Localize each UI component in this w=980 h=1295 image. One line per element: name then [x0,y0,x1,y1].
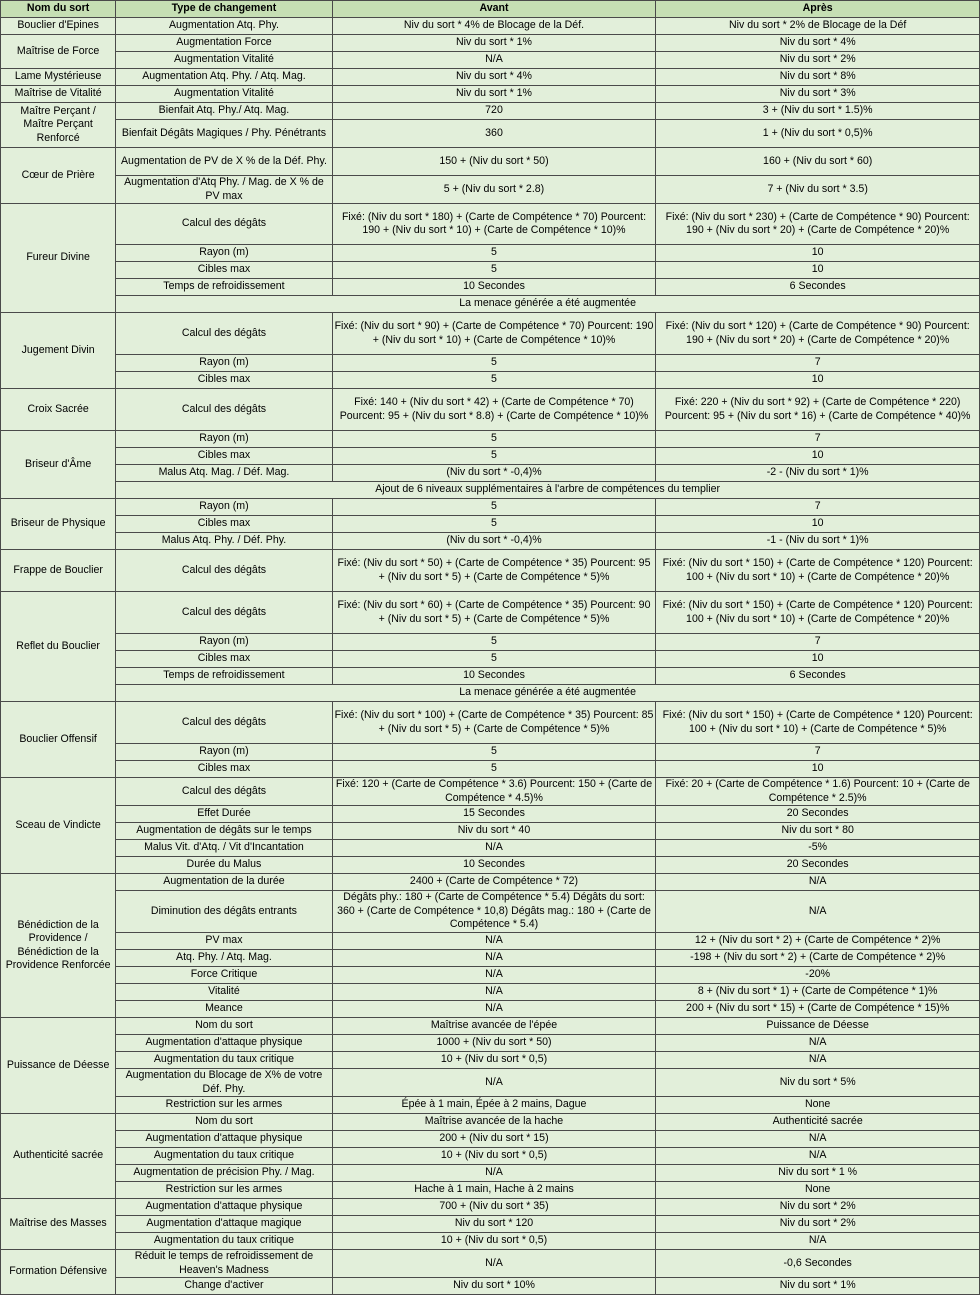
change-type-cell: Augmentation Atq. Phy. / Atq. Mag. [116,69,332,86]
before-value-cell: 720 [332,103,656,120]
after-value-cell: Fixé: (Niv du sort * 150) + (Carte de Compétence * 120) Pourcent: 100 + (Niv du sort * 10) + (Carte de Compétence * 20)% [656,592,980,634]
change-type-cell: Augmentation d'attaque physique [116,1035,332,1052]
table-row [1,744,980,761]
table-row [1,592,980,634]
spell-name-cell: Authenticité sacrée [1,1114,116,1199]
after-value-cell: -20% [656,967,980,984]
change-type-cell: Cibles max [116,448,332,465]
before-value-cell: Niv du sort * 10% [332,1278,656,1295]
change-type-cell: Effet Durée [116,806,332,823]
after-value-cell: -5% [656,840,980,857]
change-type-cell: Rayon (m) [116,634,332,651]
change-type-cell: Augmentation de précision Phy. / Mag. [116,1165,332,1182]
after-value-cell: Niv du sort * 1% [656,1278,980,1295]
change-type-cell: Cibles max [116,761,332,778]
table-row [1,296,980,313]
change-type-cell: Augmentation Atq. Phy. [116,18,332,35]
spell-name-cell: Bénédiction de la Providence / Bénédiction de la Providence Renforcée [1,874,116,1018]
after-value-cell: 6 Secondes [656,668,980,685]
table-row [1,651,980,668]
change-type-cell: Nom du sort [116,1018,332,1035]
change-type-cell: Calcul des dégâts [116,550,332,592]
table-row [1,823,980,840]
table-row [1,1165,980,1182]
table-row [1,245,980,262]
after-value-cell: Fixé: 220 + (Niv du sort * 92) + (Carte de Compétence * 220) Pourcent: 95 + (Niv du sort * 16) + (Carte de Compétence * 40)% [656,389,980,431]
table-row [1,482,980,499]
change-type-cell: Augmentation du Blocage de X% de votre Déf. Phy. [116,1069,332,1097]
after-value-cell: Puissance de Déesse [656,1018,980,1035]
table-row [1,685,980,702]
before-value-cell: 5 [332,262,656,279]
change-type-cell: Calcul des dégâts [116,592,332,634]
change-type-cell: Force Critique [116,967,332,984]
change-type-cell: Augmentation de la durée [116,874,332,891]
change-type-cell: Rayon (m) [116,355,332,372]
after-value-cell: N/A [656,1052,980,1069]
after-value-cell: 3 + (Niv du sort * 1.5)% [656,103,980,120]
after-value-cell: None [656,1182,980,1199]
after-value-cell: 8 + (Niv du sort * 1) + (Carte de Compétence * 1)% [656,984,980,1001]
change-type-cell: Cibles max [116,516,332,533]
after-value-cell: 7 + (Niv du sort * 3.5) [656,176,980,204]
change-type-cell: Calcul des dégâts [116,702,332,744]
note-cell: La menace générée a été augmentée [116,296,980,313]
spell-name-cell: Sceau de Vindicte [1,778,116,874]
after-value-cell: 10 [656,262,980,279]
after-value-cell: Fixé: (Niv du sort * 230) + (Carte de Compétence * 90) Pourcent: 190 + (Niv du sort * 20) + (Carte de Compétence * 20)% [656,204,980,245]
after-value-cell: 7 [656,431,980,448]
before-value-cell: Niv du sort * 120 [332,1216,656,1233]
change-type-cell: Malus Atq. Phy. / Déf. Phy. [116,533,332,550]
change-type-cell: Augmentation d'attaque physique [116,1131,332,1148]
after-value-cell: 20 Secondes [656,857,980,874]
before-value-cell: Niv du sort * 4% [332,69,656,86]
table-row [1,874,980,891]
before-value-cell: 10 + (Niv du sort * 0,5) [332,1052,656,1069]
header-before: Avant [332,1,656,18]
before-value-cell: Niv du sort * 1% [332,35,656,52]
change-type-cell: Bienfait Dégâts Magiques / Phy. Pénétrants [116,120,332,148]
after-value-cell: 7 [656,634,980,651]
change-type-cell: Calcul des dégâts [116,204,332,245]
table-row [1,148,980,176]
after-value-cell: 200 + (Niv du sort * 15) + (Carte de Compétence * 15)% [656,1001,980,1018]
table-row [1,778,980,806]
spell-name-cell: Cœur de Prière [1,148,116,204]
table-row [1,103,980,120]
after-value-cell: Niv du sort * 80 [656,823,980,840]
after-value-cell: None [656,1097,980,1114]
before-value-cell: Niv du sort * 40 [332,823,656,840]
after-value-cell: Fixé: (Niv du sort * 120) + (Carte de Compétence * 90) Pourcent: 190 + (Niv du sort * 20) + (Carte de Compétence * 20)% [656,313,980,355]
after-value-cell: 10 [656,245,980,262]
table-row [1,52,980,69]
table-row [1,950,980,967]
before-value-cell: Fixé: (Niv du sort * 50) + (Carte de Compétence * 35) Pourcent: 95 + (Niv du sort * 5) + (Carte de Compétence * 5)% [332,550,656,592]
change-type-cell: Réduit le temps de refroidissement de Heaven's Madness [116,1250,332,1278]
before-value-cell: 2400 + (Carte de Compétence * 72) [332,874,656,891]
table-row [1,891,980,933]
after-value-cell: Authenticité sacrée [656,1114,980,1131]
table-row [1,389,980,431]
table-row [1,313,980,355]
table-row [1,1097,980,1114]
table-row [1,1131,980,1148]
spell-name-cell: Maîtrise des Masses [1,1199,116,1250]
before-value-cell: (Niv du sort * -0,4)% [332,533,656,550]
table-row [1,1114,980,1131]
after-value-cell: -0,6 Secondes [656,1250,980,1278]
before-value-cell: 5 [332,761,656,778]
before-value-cell: 5 [332,448,656,465]
before-value-cell: Hache à 1 main, Hache à 2 mains [332,1182,656,1199]
after-value-cell: 20 Secondes [656,806,980,823]
after-value-cell: Fixé: (Niv du sort * 150) + (Carte de Compétence * 120) Pourcent: 100 + (Niv du sort * 10) + (Carte de Compétence * 20)% [656,550,980,592]
change-type-cell: Cibles max [116,262,332,279]
table-row [1,933,980,950]
after-value-cell: 7 [656,355,980,372]
change-type-cell: Augmentation de dégâts sur le temps [116,823,332,840]
before-value-cell: N/A [332,933,656,950]
table-row [1,806,980,823]
after-value-cell: Fixé: (Niv du sort * 150) + (Carte de Compétence * 120) Pourcent: 100 + (Niv du sort * 10) + (Carte de Compétence * 5)% [656,702,980,744]
spell-name-cell: Lame Mystérieuse [1,69,116,86]
header-row [1,1,980,18]
table-row [1,176,980,204]
table-row [1,86,980,103]
after-value-cell: Niv du sort * 1 % [656,1165,980,1182]
change-type-cell: Temps de refroidissement [116,668,332,685]
after-value-cell: Niv du sort * 2% [656,1216,980,1233]
table-row [1,516,980,533]
before-value-cell: 15 Secondes [332,806,656,823]
before-value-cell: 5 [332,499,656,516]
table-row [1,1233,980,1250]
before-value-cell: 5 [332,651,656,668]
table-row [1,1001,980,1018]
before-value-cell: Dégâts phy.: 180 + (Carte de Compétence * 5.4) Dégâts du sort: 360 + (Carte de Compétence * 10,8) Dégâts mag.: 180 + (Carte de Compétence * 5.4) [332,891,656,933]
change-type-cell: Augmentation du taux critique [116,1233,332,1250]
table-row [1,533,980,550]
after-value-cell: N/A [656,1131,980,1148]
change-type-cell: Cibles max [116,651,332,668]
table-row [1,69,980,86]
table-row [1,967,980,984]
note-cell: Ajout de 6 niveaux supplémentaires à l'arbre de compétences du templier [116,482,980,499]
after-value-cell: -1 - (Niv du sort * 1)% [656,533,980,550]
change-type-cell: Augmentation du taux critique [116,1148,332,1165]
change-type-cell: Calcul des dégâts [116,389,332,431]
spell-name-cell: Puissance de Déesse [1,1018,116,1114]
change-type-cell: Augmentation Vitalité [116,86,332,103]
after-value-cell: Niv du sort * 4% [656,35,980,52]
before-value-cell: (Niv du sort * -0,4)% [332,465,656,482]
spell-name-cell: Frappe de Bouclier [1,550,116,592]
before-value-cell: 200 + (Niv du sort * 15) [332,1131,656,1148]
table-row [1,1069,980,1097]
table-row [1,702,980,744]
change-type-cell: Augmentation d'attaque magique [116,1216,332,1233]
before-value-cell: N/A [332,52,656,69]
before-value-cell: Maîtrise avancée de la hache [332,1114,656,1131]
table-row [1,262,980,279]
table-row [1,279,980,296]
before-value-cell: N/A [332,967,656,984]
spell-name-cell: Bouclier Offensif [1,702,116,778]
before-value-cell: 5 [332,516,656,533]
after-value-cell: N/A [656,1035,980,1052]
spell-name-cell: Jugement Divin [1,313,116,389]
table-row [1,1148,980,1165]
change-type-cell: Temps de refroidissement [116,279,332,296]
table-row [1,1018,980,1035]
table-row [1,1278,980,1295]
before-value-cell: N/A [332,1165,656,1182]
table-row [1,431,980,448]
change-type-cell: Restriction sur les armes [116,1097,332,1114]
before-value-cell: 10 + (Niv du sort * 0,5) [332,1233,656,1250]
table-row [1,372,980,389]
before-value-cell: 1000 + (Niv du sort * 50) [332,1035,656,1052]
before-value-cell: Épée à 1 main, Épée à 2 mains, Dague [332,1097,656,1114]
before-value-cell: N/A [332,1250,656,1278]
table-row [1,465,980,482]
change-type-cell: Cibles max [116,372,332,389]
before-value-cell: 5 [332,634,656,651]
table-row [1,120,980,148]
table-row [1,355,980,372]
after-value-cell: 10 [656,448,980,465]
table-row [1,668,980,685]
table-row [1,857,980,874]
after-value-cell: 10 [656,516,980,533]
spell-name-cell: Fureur Divine [1,204,116,313]
before-value-cell: 5 + (Niv du sort * 2.8) [332,176,656,204]
table-row [1,1035,980,1052]
after-value-cell: 7 [656,744,980,761]
change-type-cell: PV max [116,933,332,950]
change-type-cell: Malus Atq. Mag. / Déf. Mag. [116,465,332,482]
table-row [1,1052,980,1069]
change-type-cell: Vitalité [116,984,332,1001]
after-value-cell: Niv du sort * 2% [656,1199,980,1216]
change-type-cell: Durée du Malus [116,857,332,874]
before-value-cell: 360 [332,120,656,148]
spell-name-cell: Formation Défensive [1,1250,116,1295]
table-row [1,984,980,1001]
before-value-cell: Fixé: (Niv du sort * 100) + (Carte de Compétence * 35) Pourcent: 85 + (Niv du sort * 5) + (Carte de Compétence * 5)% [332,702,656,744]
after-value-cell: 10 [656,651,980,668]
before-value-cell: 5 [332,355,656,372]
table-row [1,499,980,516]
table-row [1,18,980,35]
spell-name-cell: Bouclier d'Epines [1,18,116,35]
before-value-cell: N/A [332,984,656,1001]
header-after: Après [656,1,980,18]
table-row [1,204,980,245]
before-value-cell: N/A [332,840,656,857]
spell-name-cell: Reflet du Bouclier [1,592,116,702]
table-row [1,1182,980,1199]
after-value-cell: Fixé: 20 + (Carte de Compétence * 1.6) Pourcent: 10 + (Carte de Compétence * 2.5)% [656,778,980,806]
change-type-cell: Bienfait Atq. Phy./ Atq. Mag. [116,103,332,120]
before-value-cell: Maîtrise avancée de l'épée [332,1018,656,1035]
after-value-cell: Niv du sort * 8% [656,69,980,86]
after-value-cell: Niv du sort * 2% de Blocage de la Déf [656,18,980,35]
before-value-cell: N/A [332,1069,656,1097]
after-value-cell: Niv du sort * 5% [656,1069,980,1097]
before-value-cell: Fixé: (Niv du sort * 60) + (Carte de Compétence * 35) Pourcent: 90 + (Niv du sort * 5) + (Carte de Compétence * 5)% [332,592,656,634]
after-value-cell: 10 [656,372,980,389]
after-value-cell: N/A [656,874,980,891]
table-row [1,1216,980,1233]
spell-name-cell: Croix Sacrée [1,389,116,431]
change-type-cell: Nom du sort [116,1114,332,1131]
after-value-cell: 7 [656,499,980,516]
after-value-cell: N/A [656,1148,980,1165]
change-type-cell: Rayon (m) [116,431,332,448]
before-value-cell: Fixé: (Niv du sort * 180) + (Carte de Compétence * 70) Pourcent: 190 + (Niv du sort * 10) + (Carte de Compétence * 10)% [332,204,656,245]
before-value-cell: 5 [332,431,656,448]
before-value-cell: 5 [332,744,656,761]
change-type-cell: Rayon (m) [116,744,332,761]
before-value-cell: 10 + (Niv du sort * 0,5) [332,1148,656,1165]
spell-name-cell: Briseur de Physique [1,499,116,550]
after-value-cell: -198 + (Niv du sort * 2) + (Carte de Compétence * 2)% [656,950,980,967]
table-row [1,35,980,52]
change-type-cell: Restriction sur les armes [116,1182,332,1199]
spell-name-cell: Maîtrise de Force [1,35,116,69]
before-value-cell: Fixé: 120 + (Carte de Compétence * 3.6) Pourcent: 150 + (Carte de Compétence * 4.5)% [332,778,656,806]
table-row [1,1199,980,1216]
spell-name-cell: Maîtrise de Vitalité [1,86,116,103]
change-type-cell: Calcul des dégâts [116,778,332,806]
change-type-cell: Augmentation du taux critique [116,1052,332,1069]
spell-name-cell: Maître Perçant / Maître Perçant Renforcé [1,103,116,148]
after-value-cell: N/A [656,891,980,933]
after-value-cell: 6 Secondes [656,279,980,296]
before-value-cell: 10 Secondes [332,668,656,685]
change-type-cell: Augmentation Force [116,35,332,52]
change-type-cell: Atq. Phy. / Atq. Mag. [116,950,332,967]
change-type-cell: Augmentation d'Atq Phy. / Mag. de X % de PV max [116,176,332,204]
before-value-cell: 10 Secondes [332,857,656,874]
change-type-cell: Rayon (m) [116,245,332,262]
before-value-cell: 5 [332,372,656,389]
before-value-cell: Niv du sort * 4% de Blocage de la Déf. [332,18,656,35]
after-value-cell: 1 + (Niv du sort * 0,5)% [656,120,980,148]
change-type-cell: Change d'activer [116,1278,332,1295]
note-cell: La menace générée a été augmentée [116,685,980,702]
table-row [1,634,980,651]
change-type-cell: Calcul des dégâts [116,313,332,355]
before-value-cell: 150 + (Niv du sort * 50) [332,148,656,176]
before-value-cell: N/A [332,950,656,967]
table-body [1,18,980,1295]
before-value-cell: Niv du sort * 1% [332,86,656,103]
change-type-cell: Malus Vit. d'Atq. / Vit d'Incantation [116,840,332,857]
table-row [1,1250,980,1278]
spell-name-cell: Briseur d'Âme [1,431,116,499]
before-value-cell: Fixé: (Niv du sort * 90) + (Carte de Compétence * 70) Pourcent: 190 + (Niv du sort * 10) + (Carte de Compétence * 10)% [332,313,656,355]
after-value-cell: 12 + (Niv du sort * 2) + (Carte de Compétence * 2)% [656,933,980,950]
header-spell-name: Nom du sort [1,1,116,18]
change-type-cell: Augmentation de PV de X % de la Déf. Phy. [116,148,332,176]
table-row [1,550,980,592]
table-row [1,840,980,857]
before-value-cell: Fixé: 140 + (Niv du sort * 42) + (Carte de Compétence * 70) Pourcent: 95 + (Niv du sort * 8.8) + (Carte de Compétence * 10)% [332,389,656,431]
change-type-cell: Meance [116,1001,332,1018]
before-value-cell: 700 + (Niv du sort * 35) [332,1199,656,1216]
header-change-type: Type de changement [116,1,332,18]
after-value-cell: Niv du sort * 2% [656,52,980,69]
table-row [1,448,980,465]
change-type-cell: Augmentation d'attaque physique [116,1199,332,1216]
table-row [1,761,980,778]
after-value-cell: N/A [656,1233,980,1250]
after-value-cell: 160 + (Niv du sort * 60) [656,148,980,176]
before-value-cell: N/A [332,1001,656,1018]
after-value-cell: 10 [656,761,980,778]
before-value-cell: 10 Secondes [332,279,656,296]
before-value-cell: 5 [332,245,656,262]
after-value-cell: -2 - (Niv du sort * 1)% [656,465,980,482]
change-type-cell: Rayon (m) [116,499,332,516]
after-value-cell: Niv du sort * 3% [656,86,980,103]
change-type-cell: Diminution des dégâts entrants [116,891,332,933]
change-type-cell: Augmentation Vitalité [116,52,332,69]
